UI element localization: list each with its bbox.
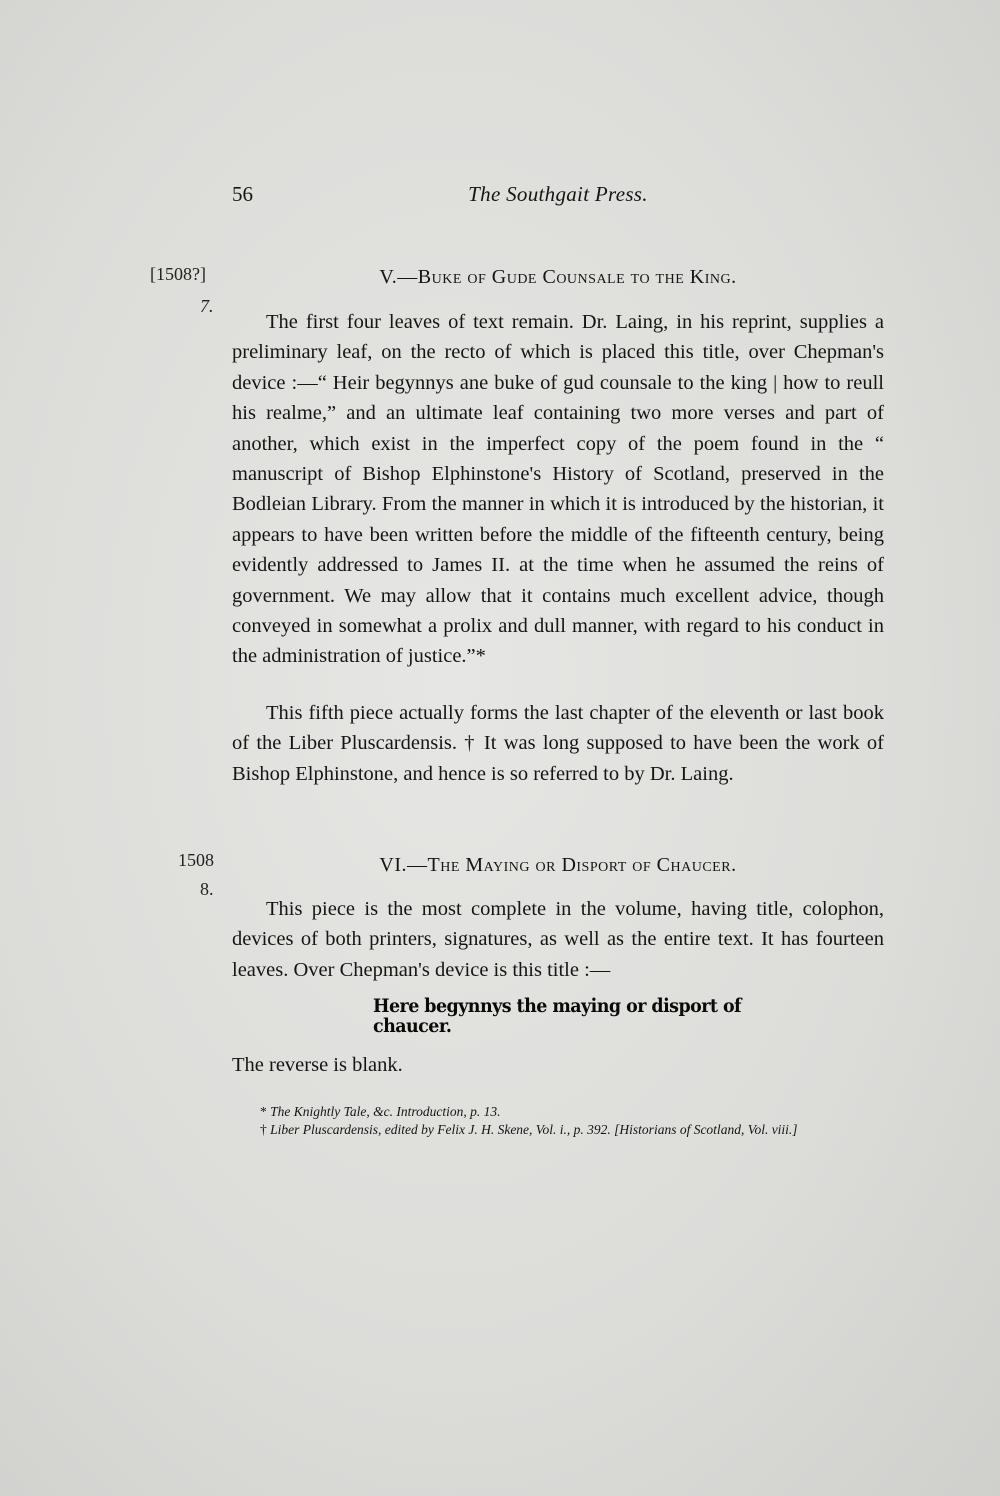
- body-paragraph: The reverse is blank.: [232, 1054, 403, 1076]
- margin-date-note: [1508?]: [150, 264, 206, 284]
- body-paragraph: This fifth piece actually forms the last chapter of the eleventh or last book of the Liber Pluscardensis. † It was long supposed to have been the work of Bishop Elphinstone, and hence is so referred to by Dr. Laing.: [232, 702, 884, 785]
- blackletter-title: [373, 996, 759, 1036]
- footnote: [232, 1122, 884, 1137]
- running-title: The Southgait Press.: [468, 182, 648, 206]
- footnote-text: The Knightly Tale, &c. Introduction, p. 13.: [270, 1104, 501, 1119]
- blackletter-title-line: chaucer.: [373, 1015, 452, 1037]
- margin-number-note: 7.: [200, 296, 214, 316]
- footnote: [232, 1104, 884, 1119]
- margin-date-note: 1508: [178, 850, 214, 870]
- section-heading: VI.—The Maying or Disport of Chaucer.: [379, 854, 737, 876]
- blackletter-title-line: Here begynnys the maying or disport of: [373, 995, 742, 1017]
- footnote-mark: †: [260, 1122, 267, 1137]
- section-heading: V.—Buke of Gude Counsale to the King.: [379, 266, 737, 288]
- body-paragraph: This piece is the most complete in the volume, having title, colophon, devices of both printers, signatures, as well as the entire text. It has fourteen leaves. Over Chepman's device is this title :—: [232, 898, 884, 981]
- footnote-text: Liber Pluscardensis, edited by Felix J. H. Skene, Vol. i., p. 392. [Historians of Scotland, Vol. viii.]: [270, 1122, 798, 1137]
- page-number: 56: [232, 182, 253, 206]
- margin-number-note: 8.: [200, 879, 214, 899]
- page-header: [232, 182, 884, 218]
- body-paragraph: The first four leaves of text remain. Dr. Laing, in his reprint, supplies a preliminary leaf, on the recto of which is placed this title, over Chepman's device :—“ Heir begynnys ane buke of gud counsale to the king | how to reull his realme,” and an ultimate leaf containing two more verses and part of another, which exist in the imperfect copy of the poem found in the “ manuscript of Bishop Elphinstone's History of Scotland, preserved in the Bodleian Library. From the manner in which it is introduced by the historian, it appears to have been written before the middle of the fifteenth century, being evidently addressed to James II. at the time when he assumed the reins of government. We may allow that it contains much excellent advice, though conveyed in somewhat a prolix and dull manner, with regard to his conduct in the administration of justice.”*: [232, 311, 884, 668]
- footnote-mark: *: [260, 1104, 267, 1119]
